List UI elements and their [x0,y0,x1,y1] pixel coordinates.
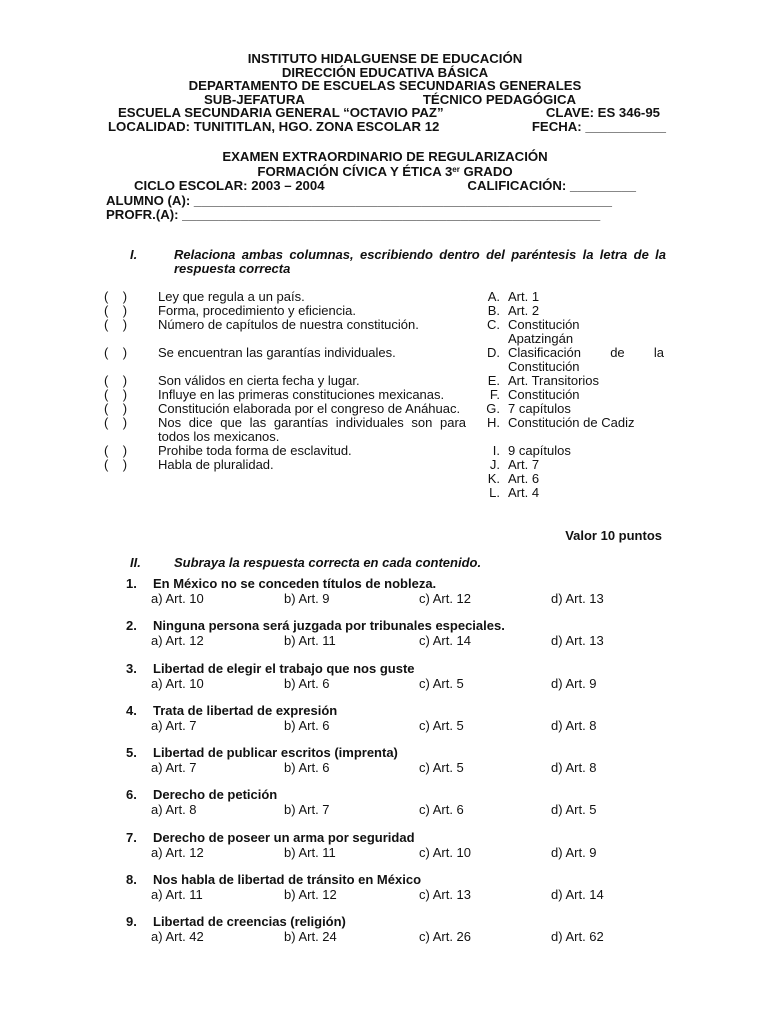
answer-parenthesis: ( ) [104,415,128,430]
question-number: 9. [126,914,137,930]
answer-option[interactable]: a) Art. 42 [151,929,204,945]
section-one-number: I. [130,247,138,262]
answer-option[interactable]: b) Art. 6 [284,675,330,691]
technical-label: TÉCNICO PEDAGÓGICA [422,91,576,107]
option-letter: K. [487,471,500,486]
option-text: Art. 1 [508,289,540,304]
option-letter: I. [492,443,500,458]
school-line [104,106,666,120]
section-one-instruction: Relaciona ambas columnas, escribiendo dentro del paréntesis la letra de la respuesta correcta [174,247,666,276]
answer-option[interactable]: a) Art. 12 [151,844,204,860]
exam-subject [104,165,666,180]
option-letter: H. [487,415,500,430]
option-text: Constitución de Cadiz [508,415,635,430]
option-letter: E. [487,373,500,388]
question-text: Nos habla de libertad de tránsito en México [153,872,422,888]
subject-name: FORMACIÓN CÍVICA Y ÉTICA 3 [257,163,453,179]
option-letter: F. [489,387,500,402]
option-text: Art. 2 [508,303,540,318]
question-text: Libertad de creencias (religión) [153,914,346,930]
answer-option[interactable]: b) Art. 12 [284,887,337,903]
statement: Forma, procedimiento y eficiencia. [158,303,356,318]
subjefatura-label: SUB-JEFATURA [204,91,305,107]
option-letter: A. [487,289,500,304]
answer-option[interactable]: a) Art. 11 [151,887,203,903]
answer-parenthesis: ( ) [104,457,128,472]
question-number: 4. [126,702,137,718]
statement: Habla de pluralidad. [158,457,274,472]
question [126,618,666,660]
date-field: FECHA: ___________ [531,118,666,134]
answer-option[interactable]: d) Art. 13 [551,633,604,649]
answer-option[interactable]: d) Art. 5 [551,802,597,818]
option-text-part: Clasificación [508,345,581,360]
question-number: 2. [126,618,137,634]
answer-parenthesis: ( ) [104,387,128,402]
option-text: 9 capítulos [508,443,571,458]
matching-columns [104,290,664,500]
question-number: 8. [126,872,137,888]
answer-option[interactable]: c) Art. 5 [419,717,464,733]
answer-option[interactable]: d) Art. 13 [551,591,604,606]
question-number: 3. [126,660,137,676]
statement: Se encuentran las garantías individuales. [158,345,396,360]
question-text: Derecho de petición [153,787,278,803]
school-cycle: CICLO ESCOLAR: 2003 – 2004 [134,178,325,193]
answer-option[interactable]: d) Art. 9 [551,844,597,860]
answer-option[interactable]: d) Art. 8 [551,717,597,733]
answer-parenthesis: ( ) [104,289,128,304]
option-text: 7 capítulos [508,401,571,416]
answer-option[interactable]: b) Art. 11 [284,844,336,860]
answer-option[interactable]: c) Art. 13 [419,887,472,903]
match-row [104,416,664,444]
question-text: En México no se conceden títulos de nobleza. [153,576,437,591]
question [126,787,666,829]
answer-parenthesis: ( ) [104,303,128,318]
question-text: Derecho de poseer un arma por seguridad [153,829,415,845]
question-number: 1. [126,576,137,591]
match-row [104,290,664,304]
option-letter: D. [487,345,500,360]
section-two-instruction: Subraya la respuesta correcta en cada contenido. [174,555,482,570]
answer-parenthesis: ( ) [104,345,128,360]
school-clave: CLAVE: ES 346-95 [545,105,660,121]
match-row [104,304,664,318]
match-row [104,374,664,388]
cycle-line [104,179,666,194]
option-text: Constitución [508,387,580,402]
question-number: 7. [126,829,137,845]
statement: Son válidos en cierta fecha y lugar. [158,373,360,388]
locality-line [104,120,666,134]
option-text: Art. 4 [508,485,540,500]
question [126,703,666,745]
answer-option[interactable]: c) Art. 10 [419,844,472,860]
grade-field: CALIFICACIÓN: _________ [467,178,636,193]
answer-option[interactable]: c) Art. 26 [419,929,472,945]
answer-option[interactable]: c) Art. 6 [419,802,464,818]
option-letter: G. [486,401,500,416]
option-text: Art. 6 [508,471,540,486]
answer-parenthesis: ( ) [104,443,128,458]
exam-title: EXAMEN EXTRAORDINARIO DE REGULARIZACIÓN [222,149,548,164]
option-letter: B. [487,303,500,318]
statement: Número de capítulos de nuestra constitución. [158,317,419,332]
match-row [104,388,664,402]
question-number: 6. [126,787,137,803]
question-list [126,576,666,957]
option-text: Art. 7 [508,457,540,472]
student-field: ALUMNO (A): _________________________________________________________ [106,193,612,208]
subjefatura-line [104,93,666,107]
answer-option[interactable]: c) Art. 5 [419,675,464,691]
match-row [104,318,664,346]
answer-option[interactable]: d) Art. 62 [551,929,604,945]
option-letter: C. [487,317,500,332]
answer-option[interactable]: d) Art. 14 [551,887,604,903]
statement: Nos dice que las garantías individuales son para todos los mexicanos. [158,415,466,444]
statement: Prohibe toda forma de esclavitud. [158,443,352,458]
answer-option[interactable]: a) Art. 10 [151,675,204,691]
statement: Constitución elaborada por el congreso de Anáhuac. [158,401,461,416]
option-text: Constitución Apatzingán [508,317,580,346]
option-text-part: la [653,345,664,360]
section-two-heading [104,556,666,570]
section-one-heading [104,248,666,276]
answer-parenthesis: ( ) [104,373,128,388]
option-text: Art. Transitorios [508,373,600,388]
exam-info [104,150,666,223]
department-name: DEPARTAMENTO DE ESCUELAS SECUNDARIAS GENERALES [188,78,582,94]
answer-option[interactable]: c) Art. 5 [419,760,464,776]
question [126,914,666,956]
question-text: Trata de libertad de expresión [153,702,338,718]
answer-parenthesis: ( ) [104,317,128,332]
answer-option[interactable]: a) Art. 7 [151,760,197,776]
grade-suffix: er [452,164,460,174]
option-letter: J. [489,457,500,472]
answer-option[interactable]: b) Art. 9 [284,591,330,606]
answer-option[interactable]: a) Art. 8 [151,802,197,818]
answer-option[interactable]: a) Art. 7 [151,717,197,733]
match-row [104,444,664,458]
option-letter: L. [489,485,500,500]
match-row [104,346,664,374]
match-row [104,458,664,472]
answer-option[interactable]: a) Art. 10 [151,591,204,606]
match-row [104,472,664,486]
answer-option[interactable]: a) Art. 12 [151,633,204,649]
question-text: Ninguna persona será juzgada por tribunales especiales. [153,618,505,634]
statement: Influye en las primeras constituciones mexicanas. [158,387,445,402]
grade-word: GRADO [459,163,513,179]
answer-option[interactable]: b) Art. 6 [284,717,330,733]
institute-name: INSTITUTO HIDALGUENSE DE EDUCACIÓN [247,51,523,66]
answer-option[interactable]: c) Art. 12 [419,591,472,606]
match-row [104,402,664,416]
option-text-part: de [610,345,625,360]
direction-name: DIRECCIÓN EDUCATIVA BÁSICA [281,64,489,80]
answer-option[interactable]: d) Art. 8 [551,760,597,776]
question-text: Libertad de publicar escritos (imprenta) [153,745,398,761]
question-number: 5. [126,745,137,761]
question [126,576,666,618]
answer-option[interactable]: b) Art. 7 [284,802,330,818]
locality: LOCALIDAD: TUNITITLAN, HGO. ZONA ESCOLAR 12 [108,118,440,134]
question [126,830,666,872]
question [126,872,666,914]
teacher-field: PROFR.(A): _________________________________________________________ [106,208,601,222]
answer-option[interactable]: c) Art. 14 [419,633,472,649]
section-one-value: Valor 10 puntos [565,528,662,543]
answer-parenthesis: ( ) [104,401,128,416]
question [126,661,666,703]
option-text [508,346,664,374]
answer-option[interactable]: b) Art. 6 [284,760,330,776]
answer-option[interactable]: d) Art. 9 [551,675,597,691]
answer-option[interactable]: b) Art. 11 [284,633,336,649]
option-text-part: Constitución [508,359,580,374]
section-two-number: II. [130,555,141,570]
document-header [104,52,666,134]
question [126,745,666,787]
school-name: ESCUELA SECUNDARIA GENERAL “OCTAVIO PAZ” [118,105,444,121]
match-row [104,486,664,500]
statement: Ley que regula a un país. [158,289,305,304]
question-text: Libertad de elegir el trabajo que nos guste [153,660,415,676]
answer-option[interactable]: b) Art. 24 [284,929,337,945]
